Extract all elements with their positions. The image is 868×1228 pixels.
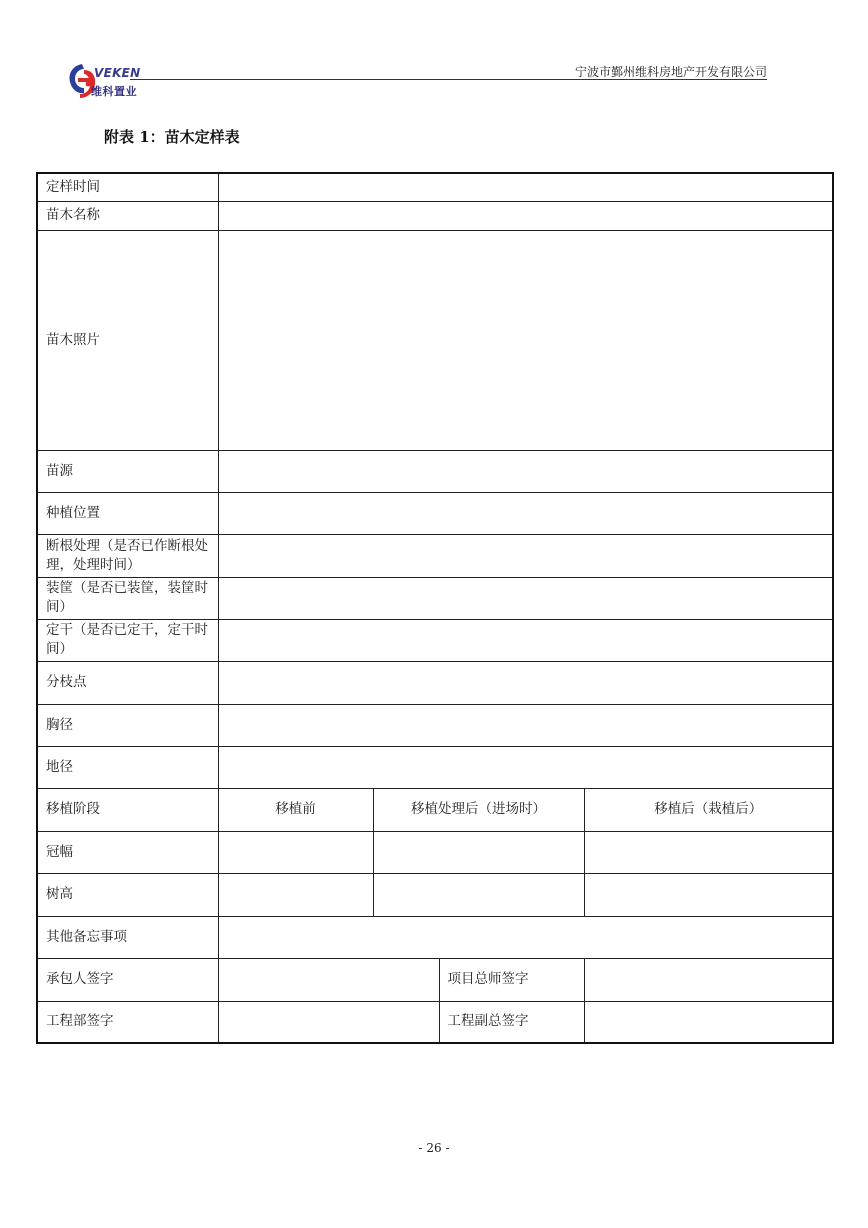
tree-height-before-field[interactable] [218,873,373,916]
table-row [37,958,833,1001]
deputy-chief-sign-field[interactable] [584,1001,833,1043]
stage-before-transplant: 移植前 [218,788,373,831]
table-row [37,230,833,450]
table-row [37,492,833,534]
table-row [37,873,833,916]
table-row [37,746,833,788]
table-row [37,831,833,873]
logo-chinese-name: 维科置业 [91,85,137,98]
basket-field[interactable] [218,577,833,619]
company-name: 宁波市鄞州维科房地产开发有限公司 [574,65,767,79]
stage-after-treatment: 移植处理后（进场时） [373,788,584,831]
sample-time-field[interactable] [218,173,833,201]
label-chief-engineer-sign: 项目总师签字 [439,958,584,1001]
tree-height-after-field[interactable] [584,873,833,916]
seedling-name-field[interactable] [218,201,833,230]
table-row [37,201,833,230]
table-row [37,704,833,746]
table-row [37,577,833,619]
table-row [37,450,833,492]
seedling-source-field[interactable] [218,450,833,492]
crown-width-before-field[interactable] [218,831,373,873]
label-seedling-name: 苗木名称 [37,201,218,230]
other-notes-field[interactable] [218,916,833,958]
document-title: 附表 1：苗木定样表 [104,128,240,146]
trunk-set-field[interactable] [218,619,833,661]
table-row [37,916,833,958]
seedling-photo-field[interactable] [218,230,833,450]
label-sample-time: 定样时间 [37,173,218,201]
table-row [37,534,833,577]
label-branch-point: 分枝点 [37,661,218,704]
branch-point-field[interactable] [218,661,833,704]
label-planting-location: 种植位置 [37,492,218,534]
chest-diameter-field[interactable] [218,704,833,746]
engineering-sign-field[interactable] [218,1001,439,1043]
crown-width-treated-field[interactable] [373,831,584,873]
table-row [37,173,833,201]
table-row [37,1001,833,1043]
label-root-cut: 断根处理（是否已作断根处理，处理时间） [37,534,218,577]
label-chest-diameter: 胸径 [37,704,218,746]
label-basket: 装筐（是否已装筐，装筐时间） [37,577,218,619]
seedling-sample-form [36,172,834,1044]
label-seedling-photo: 苗木照片 [37,230,218,450]
crown-width-after-field[interactable] [584,831,833,873]
label-deputy-chief-sign: 工程副总签字 [439,1001,584,1043]
label-tree-height: 树高 [37,873,218,916]
table-row [37,619,833,661]
label-transplant-stage: 移植阶段 [37,788,218,831]
root-cut-field[interactable] [218,534,833,577]
label-engineering-sign: 工程部签字 [37,1001,218,1043]
label-ground-diameter: 地径 [37,746,218,788]
planting-location-field[interactable] [218,492,833,534]
label-other-notes: 其他备忘事项 [37,916,218,958]
contractor-sign-field[interactable] [218,958,439,1001]
table-row [37,661,833,704]
chief-engineer-sign-field[interactable] [584,958,833,1001]
ground-diameter-field[interactable] [218,746,833,788]
label-contractor-sign: 承包人签字 [37,958,218,1001]
label-crown-width: 冠幅 [37,831,218,873]
label-seedling-source: 苗源 [37,450,218,492]
stage-after-planting: 移植后（栽植后） [584,788,833,831]
logo-wordmark: VEKEN [94,66,141,80]
page-number: - 26 - [418,1141,450,1155]
tree-height-treated-field[interactable] [373,873,584,916]
label-trunk-set: 定干（是否已定干，定干时间） [37,619,218,661]
table-row [37,788,833,831]
